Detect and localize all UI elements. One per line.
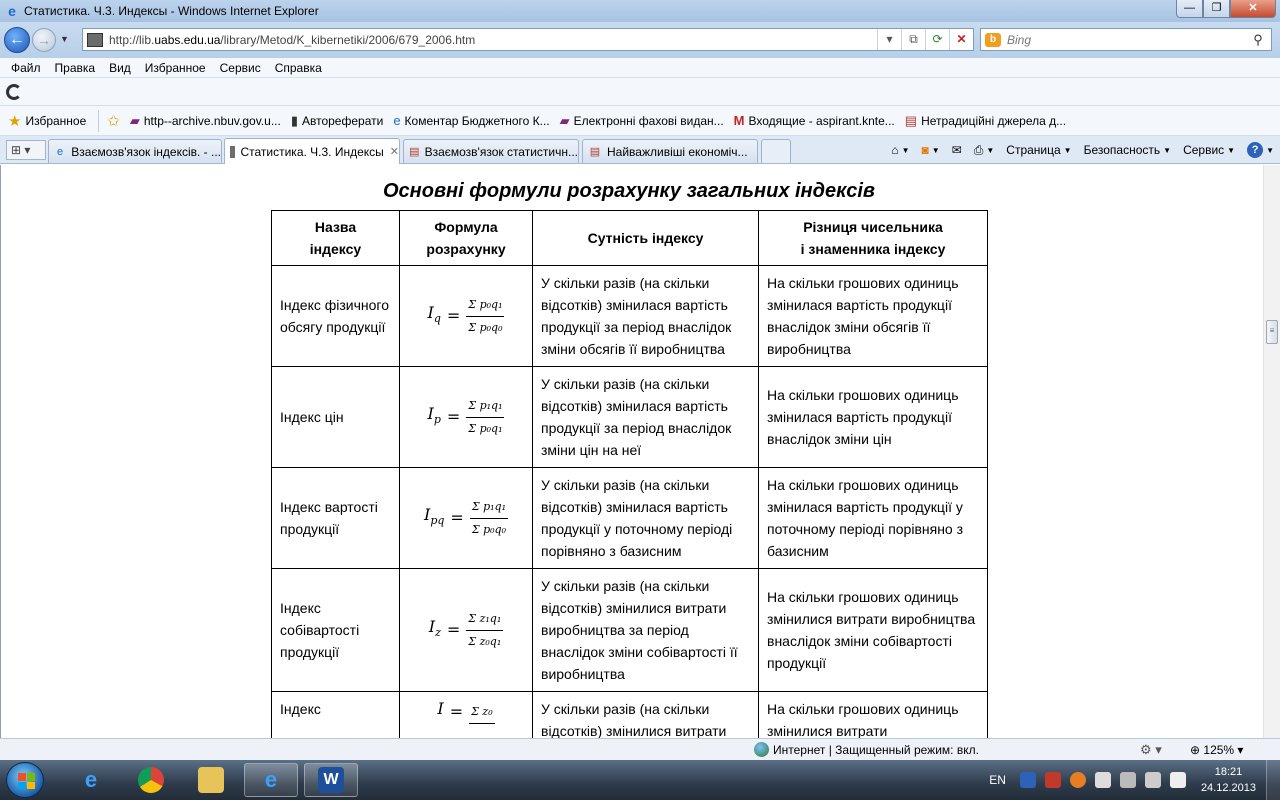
favorite-label: Нетрадиційні джерела д... — [921, 113, 1067, 128]
book-icon: ▰ — [559, 112, 570, 128]
difference-cell: На скільки грошових одиниць змінилася вартість продукції внаслідок зміни обсягів її виробництва — [759, 266, 988, 367]
formula-fraction — [466, 608, 503, 653]
formula-subscript: z — [435, 626, 441, 640]
address-row — [0, 22, 1280, 58]
formula: $I_q$ = $\frac{\text{Σ p₀q₁}}{\text{Σ p₀q₀}}$ — [428, 294, 505, 339]
table-row — [272, 692, 988, 739]
formula-denominator: Σ p₀q₁ — [468, 421, 503, 435]
header-line: і знаменника індексу — [800, 241, 946, 257]
essence-cell: У скільки разів (на скільки відсотків) змінилася вартість продукції за період внаслідок зміни цін на неї — [533, 367, 759, 468]
print-icon: ⎙ — [973, 142, 984, 157]
taskbar-explorer[interactable] — [184, 763, 238, 797]
ie-icon: e — [264, 767, 278, 792]
help-icon: ? — [1247, 142, 1263, 158]
start-button[interactable] — [6, 762, 44, 798]
language-indicator[interactable]: EN — [989, 773, 1006, 787]
tab-statistical-interrelation[interactable] — [403, 139, 579, 163]
page-favicon-icon — [87, 33, 103, 47]
formula-cell — [400, 468, 533, 569]
formula-numerator: Σ p₀q₁ — [466, 294, 504, 317]
formula-cell — [400, 266, 533, 367]
essence-cell: У скільки разів (на скільки відсотків) змінилася вартість продукції за період внаслідок зміни обсягів її виробництва — [533, 266, 759, 367]
favorite-label: Електронні фахові видан... — [573, 113, 724, 128]
gmail-icon: M — [733, 113, 745, 128]
formula-denominator: Σ p₀q₀ — [468, 320, 503, 334]
formula-subscript: q — [433, 312, 441, 326]
home-icon: ⌂ — [891, 143, 899, 157]
formula-numerator: Σ p₁q₁ — [466, 395, 504, 418]
table-row — [272, 266, 988, 367]
formula-fraction — [466, 395, 504, 440]
essence-cell: У скільки разів (на скільки відсотків) змінилися витрати — [533, 692, 759, 739]
flag-icon[interactable] — [1120, 772, 1136, 788]
table-row — [272, 569, 988, 692]
formula-symbol — [428, 403, 441, 431]
formula-letter: I — [427, 302, 434, 322]
menu-view[interactable]: Вид — [109, 60, 131, 75]
quick-tabs-button[interactable]: ⊞ ▾ — [6, 140, 46, 160]
clock-time: 18:21 — [1214, 766, 1243, 778]
page-content — [0, 165, 1280, 738]
formula-cell — [400, 692, 533, 739]
column-header-essence — [533, 211, 759, 266]
formula-letter: I — [423, 504, 431, 524]
indices-table — [271, 210, 988, 738]
feeds-button[interactable]: ◙ ▼ — [921, 143, 940, 157]
favorite-item[interactable] — [393, 113, 549, 128]
security-zone[interactable]: Интернет | Защищенный режим: вкл. — [773, 743, 979, 757]
formula-cell — [400, 569, 533, 692]
index-name-cell: Індекс цін — [272, 367, 400, 468]
url-text[interactable] — [109, 33, 877, 47]
difference-cell: На скільки грошових одиниць змінилася вартість продукції внаслідок зміни цін — [759, 367, 988, 468]
menu-bar — [0, 58, 1280, 78]
index-name-cell: Індекс фізичного обсягу продукції — [272, 266, 400, 367]
tab-economic-indicators[interactable] — [582, 139, 758, 163]
mail-button[interactable] — [952, 143, 962, 157]
command-bar — [879, 139, 1274, 161]
favorite-label: Входящие - aspirant.knte... — [748, 113, 895, 128]
window-controls — [1176, 0, 1276, 18]
tools-menu-label: Сервис — [1183, 143, 1225, 157]
formula-cell — [400, 367, 533, 468]
globe-icon — [754, 742, 769, 757]
favorite-label: Автореферати — [301, 113, 384, 128]
zoom-icon: ⊕ — [1190, 743, 1204, 757]
formula: $I_{pq}$ = $\frac{\text{Σ p₁q₁}}{\text{Σ p₀q₀}}$ — [424, 496, 508, 541]
tab-label: Взаємозв'язок статистичн... — [424, 144, 578, 159]
zoom-level[interactable]: ⊕ 125% ▾ — [1190, 743, 1244, 757]
rss-icon: ◙ — [921, 143, 929, 157]
help-menu[interactable]: ? ▼ — [1247, 142, 1274, 158]
formula-fraction — [470, 496, 508, 541]
forward-button[interactable]: → — [32, 28, 56, 52]
network-icon[interactable] — [1145, 772, 1161, 788]
print-button[interactable]: ⎙ ▼ — [973, 142, 995, 157]
toolbar-strip — [0, 78, 1280, 106]
essence-cell: У скільки разів (на скільки відсотків) змінилася вартість продукції у поточному періоді порівняно з базисним — [533, 468, 759, 569]
tab-label: Взаємозв'язок індексів. - ... — [71, 144, 221, 159]
stop-icon[interactable]: ✕ — [949, 29, 973, 50]
tab-interrelation-indices[interactable] — [48, 139, 222, 163]
formula-letter: I — [428, 616, 436, 636]
difference-cell: На скільки грошових одиниць змінилася вартість продукції у поточному періоді порівняно з базисним — [759, 468, 988, 569]
recent-pages-dropdown[interactable]: ▼ — [60, 34, 69, 44]
favorite-item[interactable] — [734, 113, 895, 128]
difference-cell: На скільки грошових одиниць змінилися витрати — [759, 692, 988, 739]
compatibility-view-icon[interactable]: ⧉ — [901, 29, 925, 50]
index-name-cell: Індекс — [272, 692, 400, 739]
url-domain: uabs.edu.ua — [154, 32, 221, 47]
books-icon: ▤ — [589, 145, 601, 158]
url-path: /library/Metod/K_kibernetiki/2006/679_2006.htm — [220, 32, 476, 47]
favorite-item[interactable] — [560, 113, 724, 129]
books-icon: ▤ — [409, 145, 420, 158]
formula-fraction — [469, 701, 494, 724]
header-line: індексу — [309, 241, 362, 257]
page-menu[interactable]: Страница ▼ — [1006, 143, 1072, 157]
document-icon: ▮ — [290, 112, 298, 128]
taskbar-ie[interactable] — [64, 763, 118, 797]
protected-mode-icon[interactable]: ⚙ ▾ — [1140, 742, 1162, 757]
refresh-icon[interactable]: ⟳ — [925, 29, 949, 50]
clock-date: 24.12.2013 — [1200, 782, 1256, 794]
address-dropdown-icon[interactable]: ▾ — [877, 29, 901, 50]
tab-statistics[interactable] — [224, 138, 400, 164]
back-button[interactable]: ← — [4, 27, 30, 53]
network-app-icon[interactable] — [1020, 772, 1036, 788]
difference-cell: На скільки грошових одиниць змінилися витрати виробництва внаслідок зміни собівартості продукції — [759, 569, 988, 692]
bing-icon: b — [985, 33, 1001, 47]
show-desktop-button[interactable] — [1266, 760, 1280, 800]
header-line: розрахунку — [426, 241, 506, 257]
word-icon: W — [318, 767, 344, 793]
formula-subscript: p — [433, 413, 441, 427]
column-header-difference — [759, 211, 988, 266]
mail-icon: ✉ — [951, 143, 962, 157]
table-row — [272, 367, 988, 468]
formula-letter: I — [427, 403, 434, 423]
volume-icon[interactable] — [1170, 772, 1186, 788]
safety-menu-label: Безопасность — [1083, 143, 1161, 157]
chrome-icon — [138, 767, 164, 793]
zoom-value: 125% — [1203, 743, 1235, 757]
ie-icon: e — [84, 767, 98, 792]
formula-symbol — [437, 698, 443, 726]
tab-row — [0, 136, 1280, 164]
antivirus-icon[interactable] — [1045, 772, 1061, 788]
loading-icon — [6, 84, 22, 100]
ie-icon: e — [8, 3, 16, 19]
index-name-cell: Індекс вартості продукції — [272, 468, 400, 569]
vertical-scrollbar[interactable] — [1263, 165, 1280, 738]
menu-file[interactable]: Файл — [11, 60, 41, 75]
favorite-item[interactable] — [905, 113, 1066, 129]
formula-symbol — [428, 302, 441, 330]
restore-button[interactable]: ❐ — [1203, 0, 1230, 18]
header-line: Назва — [314, 219, 357, 235]
favorites-bar — [0, 106, 1280, 136]
divider — [98, 110, 99, 132]
menu-tools[interactable]: Сервис — [219, 60, 261, 75]
favorite-item[interactable] — [130, 113, 281, 129]
url-prefix: http://lib. — [109, 32, 155, 47]
window-titlebar — [0, 0, 1280, 22]
formula-numerator: Σ p₁q₁ — [470, 496, 508, 519]
essence-cell: У скільки разів (на скільки відсотків) змінилися витрати виробництва за період внаслідок зміни собівартості її виробництва — [533, 569, 759, 692]
clock[interactable] — [1201, 764, 1256, 796]
update-icon[interactable] — [1070, 772, 1086, 788]
minimize-button[interactable]: — — [1176, 0, 1203, 18]
close-button[interactable]: ✕ — [1230, 0, 1276, 18]
column-header-name — [272, 211, 400, 266]
favorites-button[interactable] — [8, 112, 86, 130]
menu-edit[interactable]: Правка — [54, 60, 96, 75]
status-bar — [0, 738, 1280, 760]
page-favicon-icon — [230, 146, 235, 158]
tab-label: Статистика. Ч.3. Индексы — [240, 144, 384, 159]
menu-favorites[interactable]: Избранное — [144, 60, 206, 75]
favorite-label: Коментар Бюджетного К... — [404, 113, 550, 128]
ie-icon: e — [57, 145, 64, 158]
menu-help[interactable]: Справка — [274, 60, 322, 75]
formula-numerator: Σ z₀ — [469, 701, 494, 724]
address-bar[interactable] — [82, 28, 974, 51]
formula-letter: I — [437, 699, 444, 718]
windows-logo-icon — [18, 773, 34, 789]
favorite-label: http--archive.nbuv.gov.u... — [143, 113, 281, 128]
window-title: Статистика. Ч.3. Индексы - Windows Internet Explorer — [24, 4, 319, 18]
table-header-row — [272, 211, 988, 266]
formula: $I_p$ = $\frac{\text{Σ p₁q₁}}{\text{Σ p₀q₁}}$ — [428, 395, 505, 440]
taskbar — [0, 760, 1280, 800]
formula: I = Σ z₀ — [437, 698, 494, 726]
column-header-formula — [400, 211, 533, 266]
page-menu-label: Страница — [1006, 143, 1061, 157]
folder-icon — [198, 767, 224, 793]
header-line: Сутність індексу — [587, 230, 704, 246]
book-icon: ▰ — [129, 112, 140, 128]
formula-denominator: Σ z₀q₁ — [468, 634, 502, 648]
page-title: Основні формули розрахунку загальних індексів — [382, 180, 876, 202]
taskbar-ie-open[interactable] — [244, 763, 298, 797]
favorite-item[interactable] — [291, 113, 383, 129]
formula-denominator: Σ p₀q₀ — [471, 522, 506, 536]
new-tab-button[interactable] — [761, 139, 791, 163]
taskbar-chrome[interactable] — [124, 763, 178, 797]
tab-label: Найважливіші економіч... — [607, 144, 748, 159]
search-input[interactable]: Bing — [1007, 32, 1032, 47]
safety-menu[interactable]: Безопасность ▼ — [1083, 143, 1172, 157]
close-tab-icon[interactable]: ✕ — [389, 146, 399, 158]
search-box[interactable] — [980, 28, 1272, 51]
ie-icon: e — [393, 113, 401, 128]
search-icon[interactable]: ⚲ — [1253, 31, 1263, 47]
formula-numerator: Σ z₁q₁ — [466, 608, 503, 631]
formula-fraction — [466, 294, 504, 339]
home-button[interactable]: ⌂ ▼ — [891, 143, 910, 157]
formula-subscript: pq — [430, 514, 445, 528]
tools-menu[interactable]: Сервис ▼ — [1183, 143, 1236, 157]
header-line: Формула — [434, 219, 498, 235]
taskbar-word[interactable] — [304, 763, 358, 797]
formula-symbol — [424, 504, 444, 532]
formula: $I_z$ = $\frac{\text{Σ z₁q₁}}{\text{Σ z₀q₁}}$ — [429, 608, 503, 653]
index-name-cell: Індекс собівартості продукції — [272, 569, 400, 692]
usb-icon[interactable] — [1095, 772, 1111, 788]
header-line: Різниця чисельника — [803, 219, 943, 235]
add-favorite-icon[interactable]: ✩ — [107, 112, 120, 130]
table-row — [272, 468, 988, 569]
scroll-thumb[interactable]: ≡ — [1266, 320, 1278, 344]
formula-symbol — [429, 616, 441, 644]
star-icon: ★ — [8, 112, 22, 130]
favorites-label: Избранное — [25, 113, 87, 128]
books-icon: ▤ — [904, 112, 918, 128]
system-tray — [989, 760, 1280, 800]
